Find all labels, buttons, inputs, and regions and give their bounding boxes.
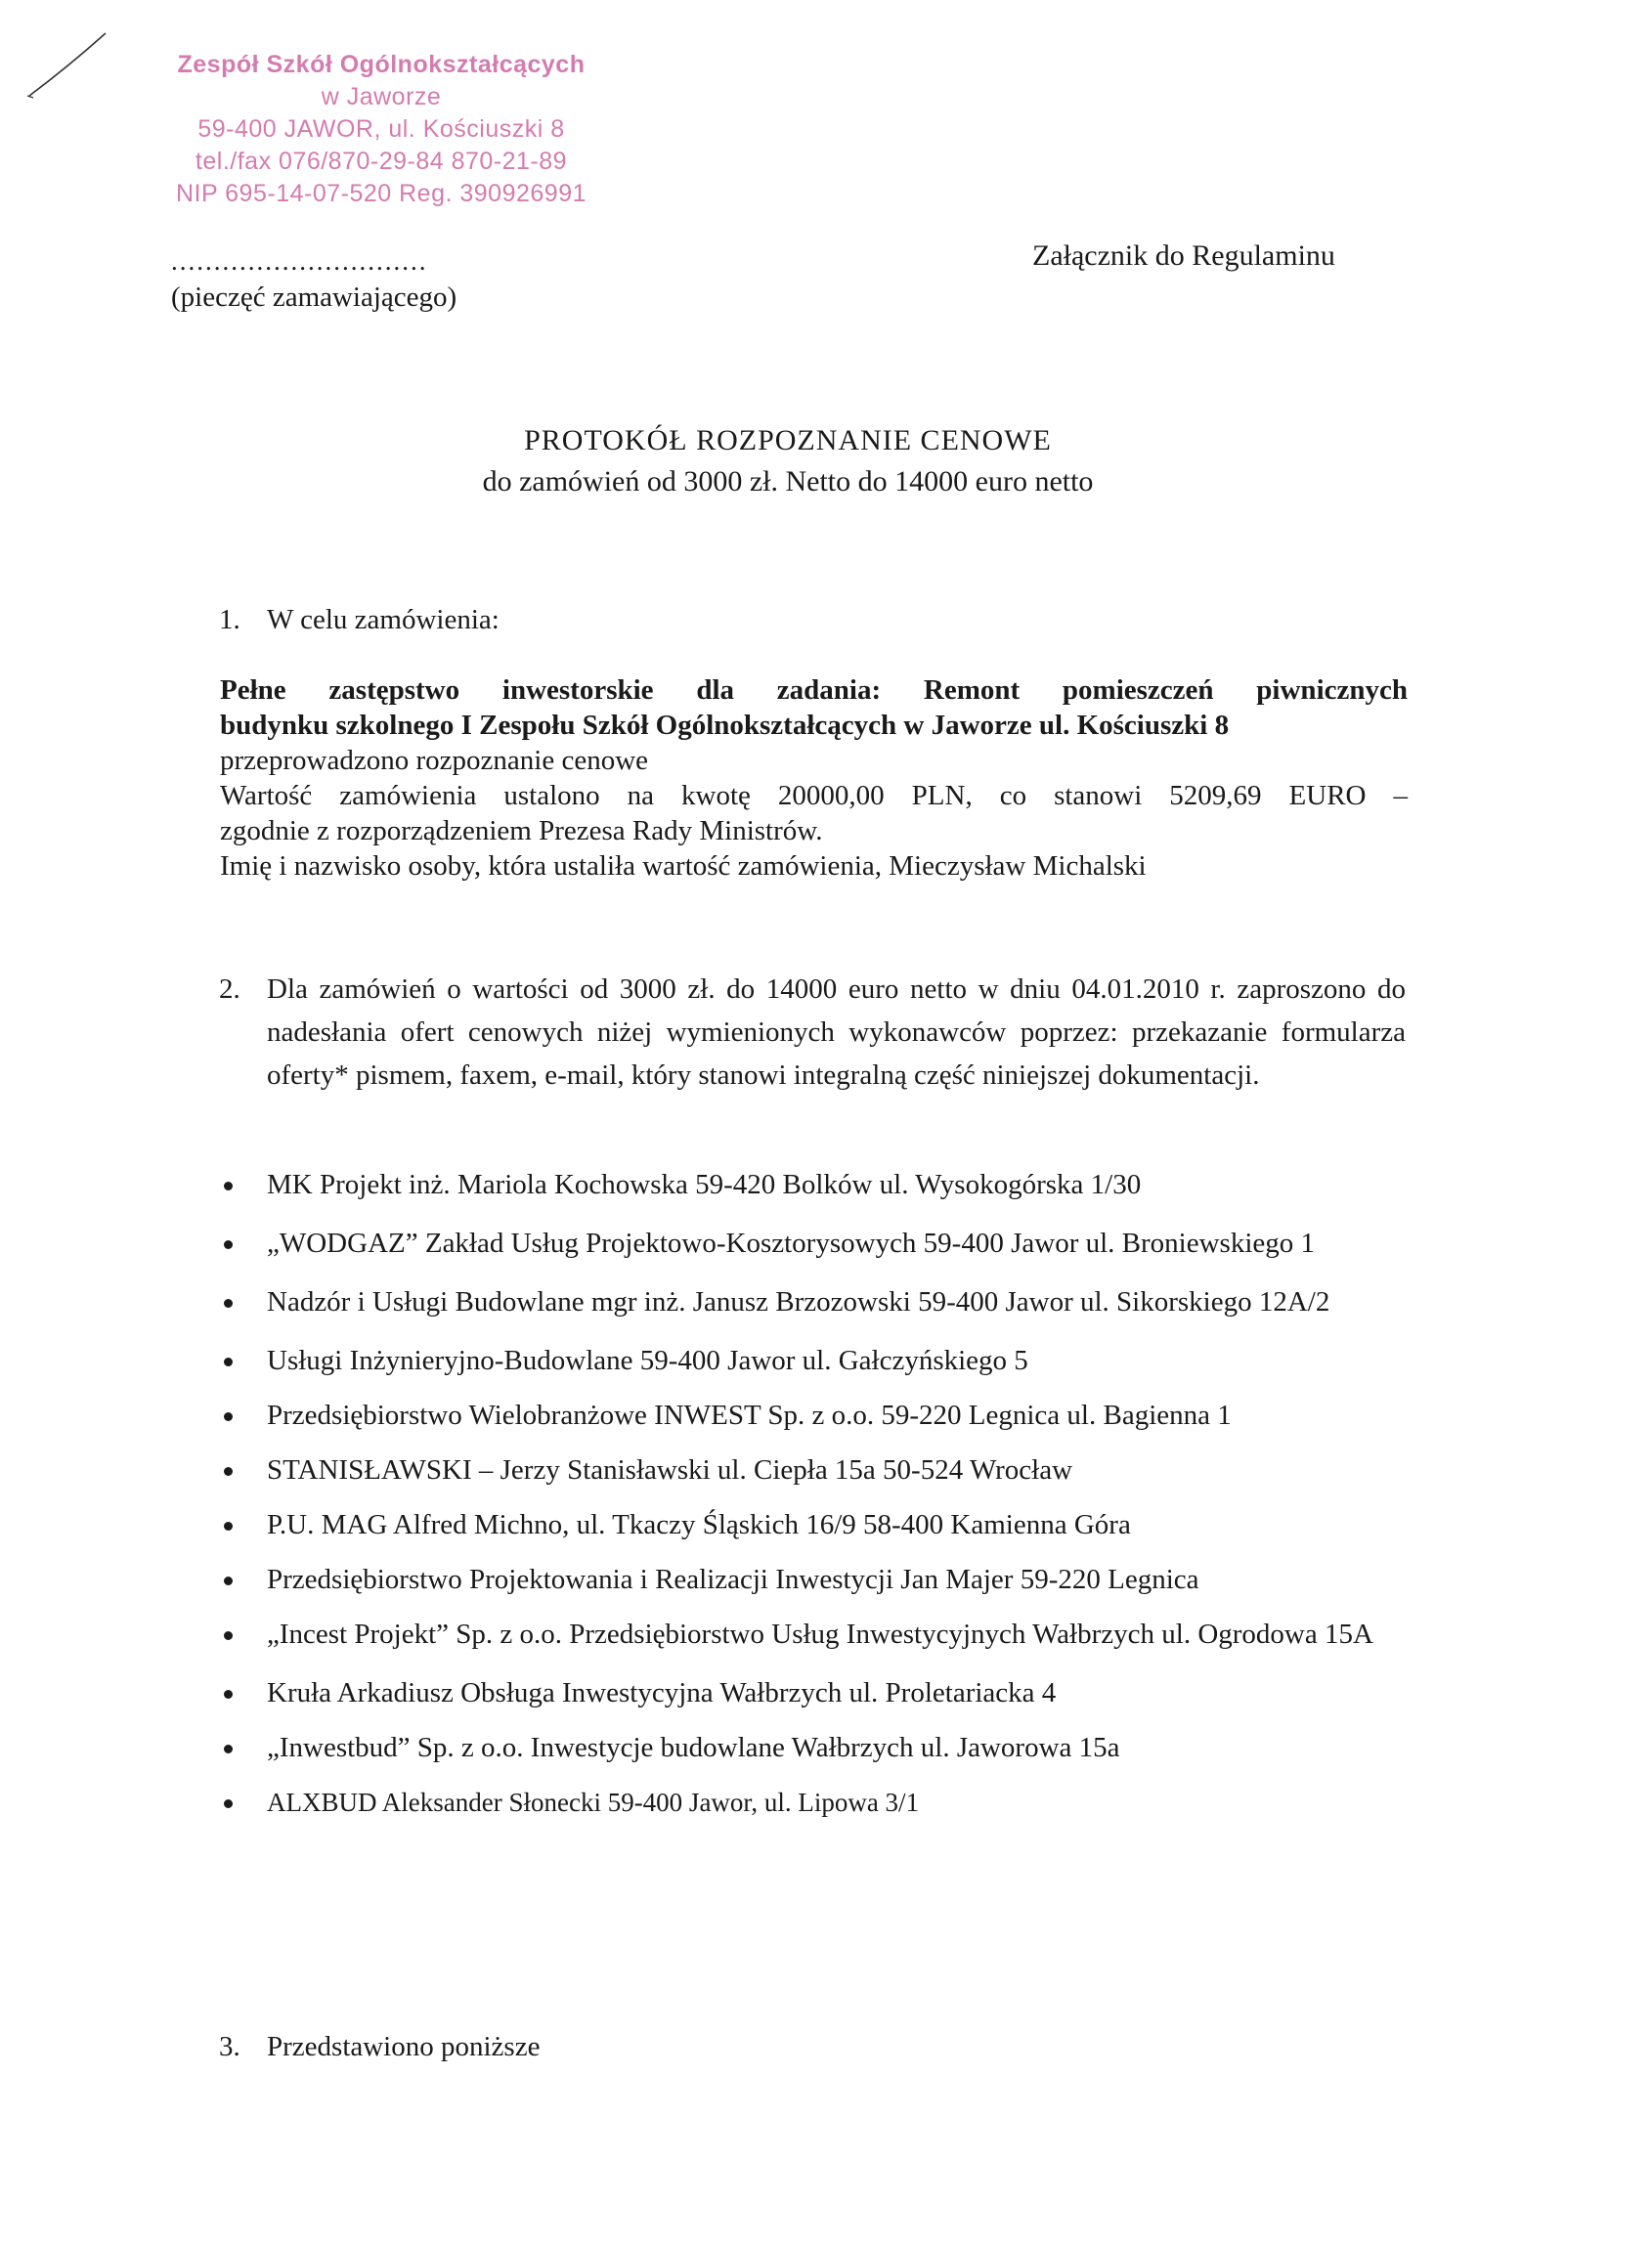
task-line-5: zgodnie z rozporządzeniem Prezesa Rady Ministrów. [220,815,823,846]
list-item: STANISŁAWSKI – Jerzy Stanisławski ul. Ciepła 15a 50-524 Wrocław [220,1451,1408,1489]
stamp-line: Zespół Szkół Ogólnokształcących [177,51,586,78]
bullet-icon [224,1240,233,1249]
section-number: 3. [219,2031,240,2062]
task-line-6: Imię i nazwisko osoby, która ustaliła wartość zamówienia, Mieczysław Michalski [220,850,1147,882]
stamp-line: tel./fax 076/870-29-84 870-21-89 [195,148,568,175]
bullet-icon [224,1467,233,1476]
task-line-4: Wartość zamówienia ustalono na kwotę 20000,00 PLN, co stanowi 5209,69 EURO – [220,780,1408,811]
task-line-2: budynku szkolnego I Zespołu Szkół Ogólnokształcących w Jaworze ul. Kościuszki 8 [220,710,1230,741]
task-line-1: Pełne zastępstwo inwestorskie dla zadania: Remont pomieszczeń piwnicznych [220,674,1408,706]
list-item: Przedsiębiorstwo Wielobranżowe INWEST Sp. z o.o. 59-220 Legnica ul. Bagienna 1 [220,1397,1408,1434]
section-number: 1. [219,604,240,635]
contractor-list [220,1166,1408,1838]
stamp-line: 59-400 JAWOR, ul. Kościuszki 8 [197,115,565,143]
bullet-icon [224,1522,233,1531]
section-1-body [220,672,1408,884]
list-item: Nadzór i Usługi Budowlane mgr inż. Janusz Brzozowski 59-400 Jawor ul. Sikorskiego 12A/2 [220,1283,1408,1320]
section-heading-text: W celu zamówienia: [267,604,500,635]
stamp-caption: (pieczęć zamawiającego) [171,281,457,313]
bullet-icon [224,1690,233,1699]
document-title [0,420,1576,502]
list-item: „Incest Projekt” Sp. z o.o. Przedsiębiorstwo Usług Inwestycyjnych Wałbrzych ul. Ogrodowa 15A [220,1616,1408,1653]
list-item: „WODGAZ” Zakład Usług Projektowo-Kosztorysowych 59-400 Jawor ul. Broniewskiego 1 [220,1225,1408,1262]
section-3-text: Przedstawiono poniższe [267,2031,541,2062]
bullet-icon [224,1745,233,1753]
attachment-label: Załącznik do Regulaminu [1032,239,1335,272]
title-line-1: PROTOKÓŁ ROZPOZNANIE CENOWE [524,424,1052,456]
list-item: ALXBUD Aleksander Słonecki 59-400 Jawor, ul. Lipowa 3/1 [220,1784,1408,1821]
stamp-line: NIP 695-14-07-520 Reg. 390926991 [175,180,587,207]
list-item: Usługi Inżynieryjno-Budowlane 59-400 Jawor ul. Gałczyńskiego 5 [220,1342,1408,1379]
list-item: P.U. MAG Alfred Michno, ul. Tkaczy Śląskich 16/9 58-400 Kamienna Góra [220,1506,1408,1543]
list-item: Kruła Arkadiusz Obsługa Inwestycyjna Wałbrzych ul. Proletariacka 4 [220,1674,1408,1711]
section-2-text: Dla zamówień o wartości od 3000 zł. do 14000 euro netto w dniu 04.01.2010 r. zaproszono do nadesłania ofert cenowych niżej wymienionych wykonawców poprzez: przekazanie formularza oferty* pismem, faxem, e-mail, który stanowi integralną część niniejszej dokumentacji. [267,973,1406,1091]
school-stamp [147,49,616,210]
title-line-2: do zamówień od 3000 zł. Netto do 14000 euro netto [482,465,1094,497]
bullet-icon [224,1182,233,1190]
bullet-icon [224,1577,233,1585]
bullet-icon [224,1299,233,1308]
bullet-icon [224,1799,233,1808]
section-number: 2. [219,973,240,1005]
pen-mark-icon [20,27,117,106]
task-line-3: przeprowadzono rozpoznanie cenowe [220,745,649,776]
stamp-line: w Jaworze [321,83,442,110]
bullet-icon [224,1631,233,1640]
stamp-placeholder-dots: .............................. [171,246,428,276]
list-item: MK Projekt inż. Mariola Kochowska 59-420 Bolków ul. Wysokogórska 1/30 [220,1166,1408,1203]
bullet-icon [224,1358,233,1366]
list-item: „Inwestbud” Sp. z o.o. Inwestycje budowlane Wałbrzych ul. Jaworowa 15a [220,1729,1408,1766]
bullet-icon [224,1412,233,1421]
list-item: Przedsiębiorstwo Projektowania i Realizacji Inwestycji Jan Majer 59-220 Legnica [220,1561,1408,1598]
